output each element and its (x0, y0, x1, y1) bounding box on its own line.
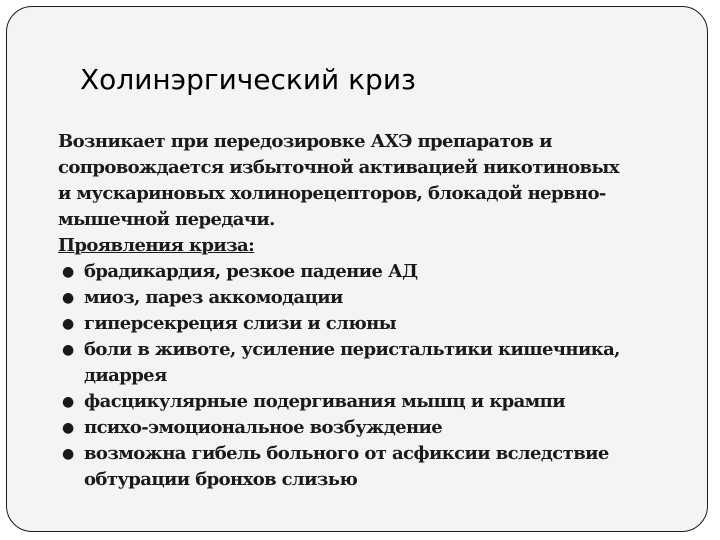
list-item-text: гиперсекреция слизи и слюны (84, 313, 397, 334)
list-item (58, 337, 714, 389)
bullet-icon: ● (62, 394, 74, 410)
bullet-icon: ● (62, 264, 74, 280)
bullet-icon: ● (62, 316, 74, 332)
slide-content (58, 129, 714, 493)
list-item (58, 259, 714, 285)
slide-title: Холинэргический криз (80, 63, 416, 96)
section-heading: Проявления криза: (58, 235, 255, 256)
intro-line: сопровождается избыточной активацией никотиновых (58, 157, 619, 178)
list-item (58, 389, 714, 415)
list-item-text: возможна гибель больного от асфиксии вследствие (84, 443, 609, 464)
intro-line: и мускариновых холинорецепторов, блокадой нервно- (58, 183, 606, 204)
symptom-list (58, 259, 714, 493)
bullet-icon: ● (62, 420, 74, 436)
list-item (58, 415, 714, 441)
list-item (58, 311, 714, 337)
list-item (58, 285, 714, 311)
list-item-text: диаррея (84, 365, 167, 386)
intro-line: Возникает при передозировке АХЭ препаратов и (58, 131, 552, 152)
list-item-text: брадикардия, резкое падение АД (84, 261, 418, 282)
list-item-text: психо-эмоциональное возбуждение (84, 417, 443, 438)
list-item (58, 441, 714, 493)
list-item-text: миоз, парез аккомодации (84, 287, 343, 308)
bullet-icon: ● (62, 290, 74, 306)
bullet-icon: ● (62, 342, 74, 358)
bullet-icon: ● (62, 446, 74, 462)
intro-paragraph (58, 129, 714, 233)
intro-line: мышечной передачи. (58, 209, 275, 230)
list-item-text: обтурации бронхов слизью (84, 469, 358, 490)
list-item-text: боли в животе, усиление перистальтики кишечника, (84, 339, 620, 360)
list-item-text: фасцикулярные подергивания мышц и крампи (84, 391, 566, 412)
